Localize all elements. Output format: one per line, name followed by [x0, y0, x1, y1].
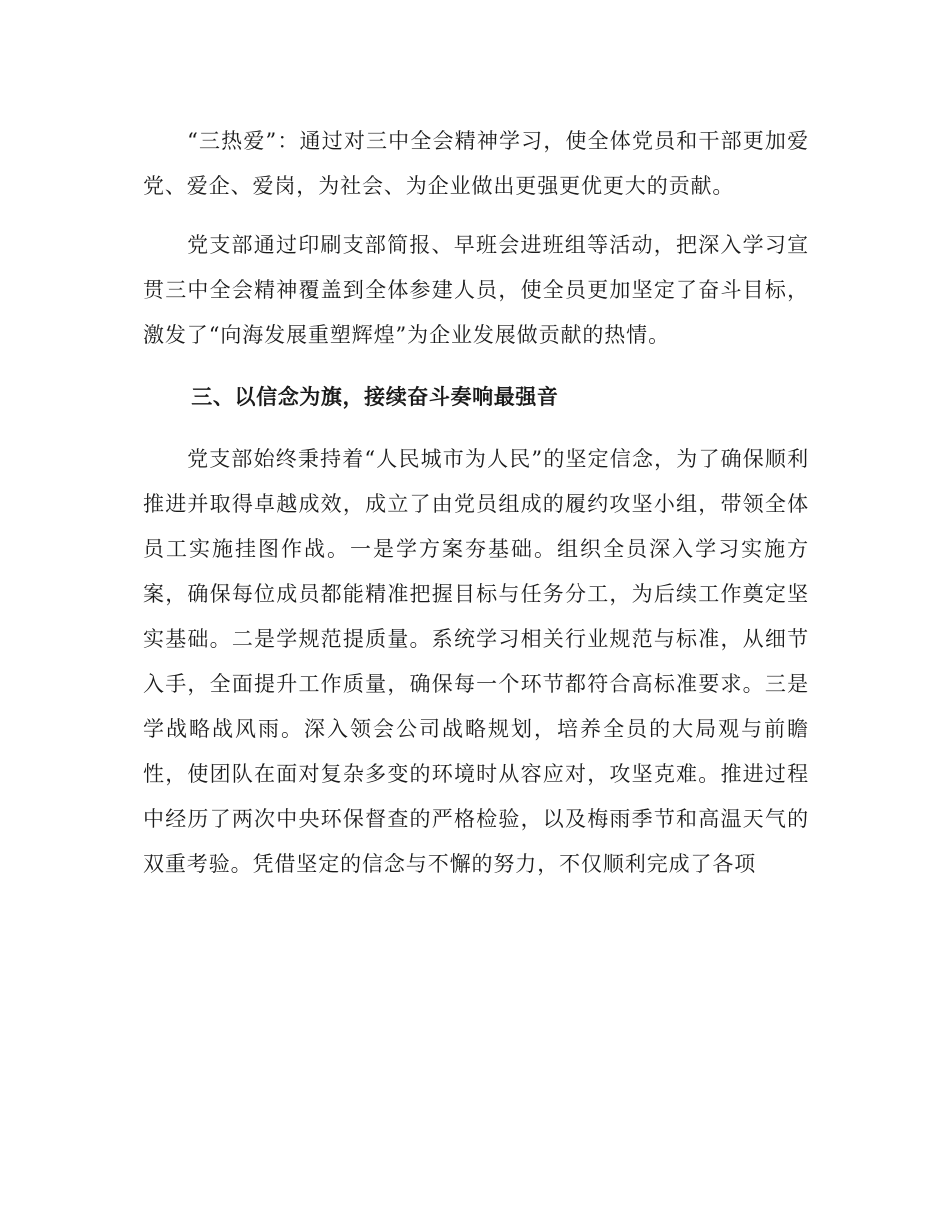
paragraph-branch-activities: 党支部通过印刷支部简报、早班会进班组等活动，把深入学习宣贯三中全会精神覆盖到全体参建人员，使全员更加坚定了奋斗目标，激发了“向海发展重塑辉煌”为企业发展做贡献的热情。: [143, 233, 809, 347]
document-body: [143, 119, 809, 900]
paragraph-conviction: 党支部始终秉持着“人民城市为人民”的坚定信念，为了确保顺利推进并取得卓越成效，成立了由党员组成的履约攻坚小组，带领全体员工实施挂图作战。一是学方案夯基础。组织全员深入学习实施方案，确保每位成员都能精准把握目标与任务分工，为后续工作奠定坚实基础。二是学规范提质量。系统学习相关行业规范与标准，从细节入手，全面提升工作质量，确保每一个环节都符合高标准要求。三是学战略战风雨。深入领会公司战略规划，培养全员的大局观与前瞻性，使团队在面对复杂多变的环境时从容应对，攻坚克难。推进过程中经历了两次中央环保督查的严格检验，以及梅雨季节和高温天气的双重考验。凭借坚定的信念与不懈的努力，不仅顺利完成了各项: [143, 447, 809, 876]
paragraph-three-loves: “三热爱”：通过对三中全会精神学习，使全体党员和干部更加爱党、爱企、爱岗，为社会、为企业做出更强更优更大的贡献。: [143, 129, 809, 198]
section-heading-three: 三、以信念为旗，接续奋斗奏响最强音: [191, 385, 559, 409]
